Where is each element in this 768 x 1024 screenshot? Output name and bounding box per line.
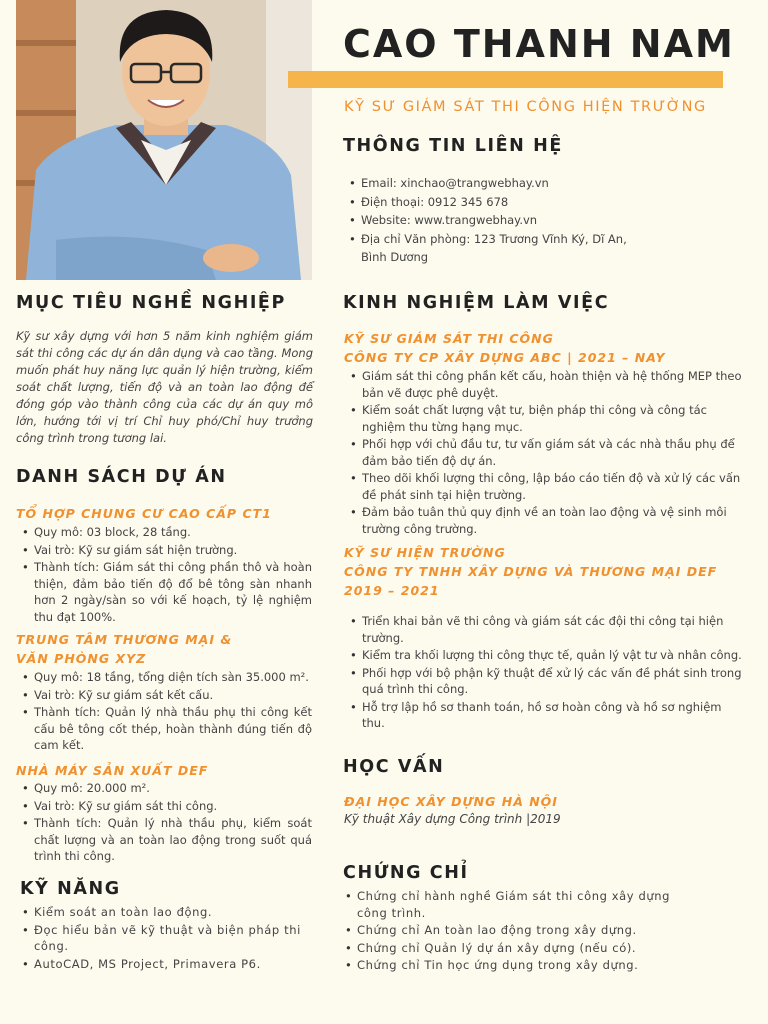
job-title-2 — [344, 543, 744, 600]
list-item: • Chứng chỉ Tin học ứng dụng trong xây dựng. — [343, 957, 703, 974]
job-list-2 — [348, 613, 744, 733]
list-item: • Triển khai bản vẽ thi công và giám sát các đội thi công tại hiện trường. — [348, 613, 744, 646]
job-period: 2019 – 2021 — [344, 583, 440, 598]
job-position: KỸ SƯ HIỆN TRƯỜNG — [344, 545, 506, 560]
list-item: • Phối hợp với bộ phận kỹ thuật để xử lý các vấn đề phát sinh trong quá trình thi công. — [348, 665, 744, 698]
list-item: • Quy mô: 20.000 m². — [20, 780, 312, 797]
contact-website[interactable]: • Website: www.trangwebhay.vn — [347, 211, 647, 230]
project-title: TRUNG TÂM THƯƠNG MẠI & VĂN PHÒNG XYZ — [16, 632, 233, 666]
list-item: • Vai trò: Kỹ sư giám sát thi công. — [20, 798, 312, 815]
contact-heading: THÔNG TIN LIÊN HỆ — [343, 136, 563, 156]
list-item: • Theo dõi khối lượng thi công, lập báo cáo tiến độ và xử lý các vấn đề phát sinh tại hiện trường. — [348, 470, 744, 503]
list-item: • Quy mô: 03 block, 28 tầng. — [20, 524, 312, 541]
list-item: • Chứng chỉ An toàn lao động trong xây dựng. — [343, 922, 703, 939]
contact-phone[interactable]: • Điện thoại: 0912 345 678 — [347, 193, 647, 212]
name-underline-bar — [288, 71, 723, 88]
projects-heading: DANH SÁCH DỰ ÁN — [16, 467, 227, 487]
list-item: • Kiểm soát chất lượng vật tư, biện pháp thi công và công tác nghiệm thu từng hạng mục. — [348, 402, 744, 435]
list-item: • Phối hợp với chủ đầu tư, tư vấn giám sát và các nhà thầu phụ để đảm bảo tiến độ dự án. — [348, 436, 744, 469]
profile-photo — [16, 0, 312, 280]
project-title: NHÀ MÁY SẢN XUẤT DEF — [16, 763, 209, 778]
list-item: • Chứng chỉ hành nghề Giám sát thi công xây dựng công trình. — [343, 888, 703, 921]
list-item: • Kiểm soát an toàn lao động. — [20, 904, 305, 921]
list-item: • Chứng chỉ Quản lý dự án xây dựng (nếu có). — [343, 940, 703, 957]
project-list-3 — [20, 780, 312, 866]
job-title-1 — [344, 329, 744, 367]
project-title: TỔ HỢP CHUNG CƯ CAO CẤP CT1 — [16, 506, 272, 521]
list-item: • Giám sát thi công phần kết cấu, hoàn thiện và hệ thống MEP theo bản vẽ được phê duyệt. — [348, 368, 744, 401]
certificates-list — [343, 888, 703, 975]
list-item: • Thành tích: Giám sát thi công phần thô và hoàn thiện, đảm bảo tiến độ đổ bê tông sàn nhanh hơn 2 ngày/sàn so với kế hoạch, tỷ lệ nghiệm thu đạt 100%. — [20, 559, 312, 625]
list-item: • Kiểm tra khối lượng thi công thực tế, quản lý vật tư và nhân công. — [348, 647, 744, 664]
candidate-name: CAO THANH NAM — [343, 22, 735, 66]
certificates-heading: CHỨNG CHỈ — [343, 863, 469, 883]
experience-heading: KINH NGHIỆM LÀM VIỆC — [343, 293, 610, 313]
job-company: CÔNG TY TNHH XÂY DỰNG VÀ THƯƠNG MẠI DEF — [344, 564, 718, 579]
list-item: • Vai trò: Kỹ sư giám sát kết cấu. — [20, 687, 312, 704]
list-item: • AutoCAD, MS Project, Primavera P6. — [20, 956, 305, 973]
list-item: • Thành tích: Quản lý nhà thầu phụ, kiểm soát chất lượng và an toàn lao động trong suốt quá trình thi công. — [20, 815, 312, 865]
job-position: KỸ SƯ GIÁM SÁT THI CÔNG — [344, 331, 554, 346]
objective-heading: MỤC TIÊU NGHỀ NGHIỆP — [16, 293, 286, 313]
skills-list — [20, 904, 305, 973]
education-major: Kỹ thuật Xây dựng Công trình |2019 — [344, 812, 561, 826]
list-item: • Đọc hiểu bản vẽ kỹ thuật và biện pháp thi công. — [20, 922, 305, 955]
list-item: • Đảm bảo tuân thủ quy định về an toàn lao động và vệ sinh môi trường công trường. — [348, 504, 744, 537]
contact-email[interactable]: • Email: xinchao@trangwebhay.vn — [347, 174, 647, 193]
job-title: KỸ SƯ GIÁM SÁT THI CÔNG HIỆN TRƯỜNG — [344, 99, 707, 115]
project-list-2 — [20, 669, 312, 755]
contact-list — [347, 174, 647, 267]
project-list-1 — [20, 524, 312, 626]
skills-heading: KỸ NĂNG — [20, 879, 121, 899]
education-school: ĐẠI HỌC XÂY DỰNG HÀ NỘI — [344, 794, 558, 809]
education-heading: HỌC VẤN — [343, 757, 445, 777]
list-item: • Quy mô: 18 tầng, tổng diện tích sàn 35.000 m². — [20, 669, 312, 686]
job-list-1 — [348, 368, 744, 538]
portrait-illustration — [16, 0, 312, 280]
job-company: CÔNG TY CP XÂY DỰNG ABC | 2021 – NAY — [344, 350, 666, 365]
list-item: • Thành tích: Quản lý nhà thầu phụ thi công kết cấu bê tông cốt thép, hoàn thành đúng tiến độ cam kết. — [20, 704, 312, 754]
list-item: • Vai trò: Kỹ sư giám sát hiện trường. — [20, 542, 312, 559]
objective-text: Kỹ sư xây dựng với hơn 5 năm kinh nghiệm giám sát thi công các dự án dân dụng và cao tầng. Mong muốn phát huy năng lực quản lý hiện trường, kiểm soát chất lượng, tiến độ và an toàn lao động để đóng góp vào thành công của các dự án quy mô lớn, hướng tới vị trí Chỉ huy phó/Chỉ huy trưởng công trình trong tương lai. — [16, 329, 313, 445]
contact-address: • Địa chỉ Văn phòng: 123 Trương Vĩnh Ký, Dĩ An, Bình Dương — [347, 230, 647, 267]
list-item: • Hỗ trợ lập hồ sơ thanh toán, hồ sơ hoàn công và hồ sơ nghiệm thu. — [348, 699, 744, 732]
